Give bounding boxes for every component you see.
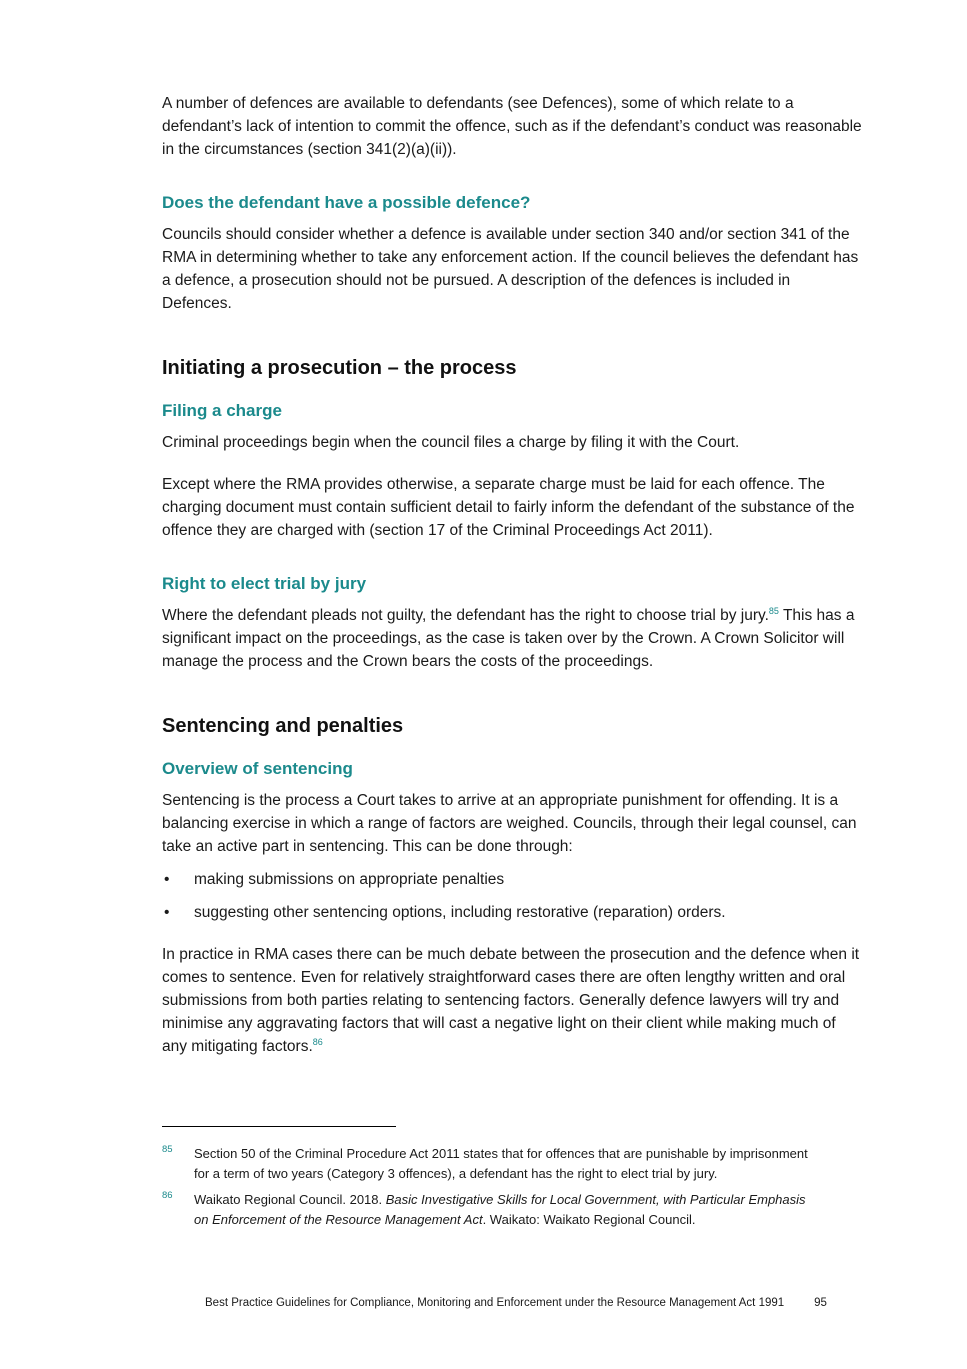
- footnote-85: [162, 1144, 812, 1184]
- closing-paragraph: [162, 943, 862, 1058]
- list-item: [162, 901, 862, 924]
- intro-paragraph: A number of defences are available to defendants (see Defences), some of which relate to a defendant’s lack of intention to commit the offence, such as if the defendant’s conduct was reasonable in the circumstances (section 341(2)(a)(ii)).: [162, 95, 862, 158]
- jury-paragraph-text-1: Where the defendant pleads not guilty, the defendant has the right to choose trial by jury.: [162, 607, 769, 624]
- bullet-icon: •: [164, 871, 170, 888]
- footnote-citation-title: Basic Investigative Skills for Local Government, with Particular Emphasis on Enforcement of the Resource Management Act: [194, 1192, 806, 1227]
- jury-paragraph: [162, 604, 862, 673]
- footnote-ref-85[interactable]: 85: [768, 605, 779, 616]
- bullet-icon: •: [164, 904, 170, 921]
- overview-paragraph: Sentencing is the process a Court takes to arrive at an appropriate punishment for offending. It is a balancing exercise in which a range of factors are weighed. Councils, through their legal counsel, can take an active part in sentencing. This can be done through:: [162, 792, 857, 855]
- filing-paragraph-2: Except where the RMA provides otherwise, a separate charge must be laid for each offence. The charging document must contain sufficient detail to fairly inform the defendant of the substance of the offence they are charged with (section 17 of the Criminal Proceedings Act 2011).: [162, 476, 855, 539]
- overview-heading: Overview of sentencing: [162, 759, 353, 778]
- page-content: [162, 92, 862, 1058]
- jury-paragraph-text-2: This has a significant impact on the proceedings, as the case is taken over by the Crown. A Crown Solicitor will manage the process and the Crown bears the costs of the proceedings.: [162, 607, 855, 670]
- initiating-heading: Initiating a prosecution – the process: [162, 357, 517, 379]
- list-item: [162, 868, 862, 891]
- page-footer: [205, 1297, 827, 1309]
- list-item-text: making submissions on appropriate penalties: [194, 871, 505, 888]
- footnote-text-before: Waikato Regional Council. 2018.: [194, 1192, 386, 1207]
- defence-paragraph: Councils should consider whether a defence is available under section 340 and/or section 341 of the RMA in determining whether to take any enforcement action. If the council believes the defendant has a defence, a prosecution should not be pursued. A description of the defences is included in Defences.: [162, 226, 859, 312]
- footnote-ref-86[interactable]: 86: [312, 1036, 323, 1047]
- footnote-text-after: . Waikato: Waikato Regional Council.: [482, 1212, 696, 1227]
- footnote-number: 85: [162, 1144, 173, 1155]
- sentencing-options-list: [162, 868, 862, 924]
- defence-heading: Does the defendant have a possible defence?: [162, 193, 531, 212]
- sentencing-heading: Sentencing and penalties: [162, 715, 404, 737]
- footnote-divider: [162, 1126, 396, 1127]
- page-number: 95: [814, 1297, 827, 1309]
- footnote-text: Section 50 of the Criminal Procedure Act 2011 states that for offences that are punishable by imprisonment for a term of two years (Category 3 offences), a defendant has the right to elect trial by jury.: [194, 1146, 808, 1181]
- filing-paragraph-1: Criminal proceedings begin when the council files a charge by filing it with the Court.: [162, 434, 740, 451]
- footnotes: [162, 1144, 812, 1236]
- filing-heading: Filing a charge: [162, 401, 282, 420]
- footnote-86: [162, 1190, 812, 1230]
- footnote-number: 86: [162, 1190, 173, 1201]
- list-item-text: suggesting other sentencing options, including restorative (reparation) orders.: [194, 904, 726, 921]
- closing-paragraph-text: In practice in RMA cases there can be much debate between the prosecution and the defence when it comes to sentence. Even for relatively straightforward cases there are often lengthy written and oral submissions from both parties relating to sentencing factors. Generally defence lawyers will try and minimise any aggravating factors that will cast a negative light on their client while making much of any mitigating factors.: [162, 946, 860, 1055]
- footer-title: Best Practice Guidelines for Compliance, Monitoring and Enforcement under the Resource Management Act 1991: [205, 1297, 785, 1309]
- jury-heading: Right to elect trial by jury: [162, 574, 367, 593]
